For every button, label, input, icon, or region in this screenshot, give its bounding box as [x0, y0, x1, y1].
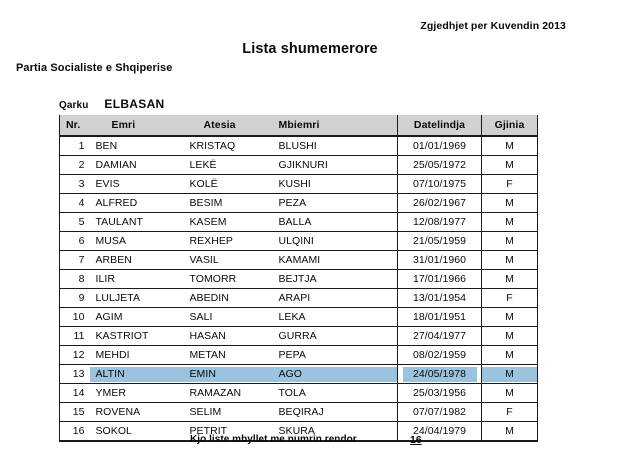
cell-nr [60, 270, 90, 289]
cell-nr-text: 7 [78, 254, 85, 266]
cell-atesia [186, 289, 275, 308]
cell-nr-text: 11 [73, 330, 85, 342]
cell-mbiemri [275, 213, 398, 232]
cell-emri-text: YMER [95, 387, 127, 399]
cell-gjinia-text: M [505, 330, 514, 342]
cell-emri [90, 175, 186, 194]
cell-datelindja [398, 213, 482, 232]
cell-atesia [186, 156, 275, 175]
cell-mbiemri [275, 308, 398, 327]
cell-datelindja [398, 346, 482, 365]
table-body [60, 136, 538, 441]
table-row[interactable] [60, 289, 538, 308]
table-row[interactable] [60, 365, 538, 384]
cell-nr [60, 384, 90, 403]
table-row[interactable] [60, 194, 538, 213]
cell-atesia [186, 175, 275, 194]
cell-datelindja-text: 12/08/1977 [412, 216, 467, 228]
cell-emri-text: EVIS [95, 178, 120, 190]
region-label: Qarku [59, 100, 89, 111]
cell-atesia-text: SELIM [189, 406, 222, 418]
cell-atesia [186, 194, 275, 213]
cell-mbiemri [275, 251, 398, 270]
cell-gjinia-text: M [505, 140, 514, 152]
cell-gjinia-text: M [505, 254, 514, 266]
cell-gjinia-text: M [505, 197, 514, 209]
cell-mbiemri-text: TOLA [278, 387, 306, 399]
cell-gjinia [482, 403, 538, 422]
cell-mbiemri-text: LEKA [278, 311, 306, 323]
cell-emri-text: DAMIAN [95, 159, 137, 171]
table-header-row [60, 115, 538, 136]
cell-datelindja [398, 232, 482, 251]
column-header-gjinia: Gjinia [482, 115, 538, 136]
cell-gjinia [482, 213, 538, 232]
cell-atesia-text: TOMORR [189, 273, 237, 285]
cell-datelindja-text: 25/05/1972 [412, 159, 467, 171]
cell-datelindja-text: 27/04/1977 [412, 330, 467, 342]
cell-nr [60, 308, 90, 327]
cell-datelindja [398, 289, 482, 308]
column-header-emri: Emri [90, 115, 186, 136]
cell-atesia-text: ABEDIN [189, 292, 229, 304]
cell-nr-text: 10 [72, 311, 85, 323]
cell-mbiemri-text: BLUSHI [278, 140, 317, 152]
cell-emri-text: LULJETA [95, 292, 141, 304]
table-header [60, 115, 538, 136]
cell-gjinia [482, 136, 538, 156]
table-row[interactable] [60, 232, 538, 251]
cell-nr [60, 365, 90, 384]
footer-closing-text: Kjo liste mbyllet me numrin rendor [190, 434, 357, 445]
cell-datelindja [398, 384, 482, 403]
table-row[interactable] [60, 213, 538, 232]
cell-emri-text: ALFRED [95, 197, 138, 209]
cell-gjinia [482, 289, 538, 308]
region-value: ELBASAN [104, 97, 165, 111]
cell-gjinia-text: M [505, 387, 514, 399]
cell-emri [90, 403, 186, 422]
cell-atesia [186, 136, 275, 156]
cell-gjinia-text: M [505, 425, 514, 437]
cell-emri [90, 327, 186, 346]
cell-atesia [186, 346, 275, 365]
cell-mbiemri [275, 194, 398, 213]
column-header-mbiemri: Mbiemri [275, 115, 398, 136]
cell-emri-text: ARBEN [95, 254, 132, 266]
election-header-label: Zgjedhjet per Kuvendin 2013 [420, 20, 566, 32]
cell-gjinia [482, 156, 538, 175]
cell-emri-text: SOKOL [95, 425, 132, 437]
cell-datelindja [398, 308, 482, 327]
cell-emri-text: BEN [95, 140, 118, 152]
cell-atesia-text: HASAN [189, 330, 226, 342]
cell-nr [60, 403, 90, 422]
table-row[interactable] [60, 136, 538, 156]
cell-gjinia-text: F [506, 178, 513, 190]
cell-datelindja-text: 31/01/1960 [412, 254, 467, 266]
cell-nr-text: 16 [72, 425, 85, 437]
cell-datelindja [398, 156, 482, 175]
region-line [59, 97, 165, 111]
cell-nr-text: 3 [78, 178, 85, 190]
cell-emri-text: ILIR [95, 273, 115, 285]
cell-nr [60, 289, 90, 308]
cell-atesia [186, 270, 275, 289]
cell-datelindja-text: 24/04/1979 [412, 425, 467, 437]
cell-atesia-text: EMIN [186, 367, 275, 382]
cell-nr [60, 346, 90, 365]
cell-emri-text: KASTRIOT [95, 330, 149, 342]
cell-atesia-text: METAN [189, 349, 226, 361]
cell-mbiemri [275, 327, 398, 346]
cell-nr-text: 13 [72, 368, 85, 380]
cell-atesia [186, 213, 275, 232]
cell-emri-text: MUSA [95, 235, 127, 247]
cell-nr-text: 1 [78, 140, 85, 152]
cell-datelindja [398, 270, 482, 289]
cell-atesia-text: LEKË [189, 159, 217, 171]
cell-mbiemri [275, 346, 398, 365]
cell-mbiemri-text: KUSHI [278, 178, 311, 190]
cell-nr-text: 9 [78, 292, 85, 304]
cell-emri-text: ALTIN [90, 367, 186, 382]
cell-emri [90, 384, 186, 403]
cell-atesia [186, 308, 275, 327]
cell-emri [90, 346, 186, 365]
cell-emri [90, 213, 186, 232]
cell-emri [90, 194, 186, 213]
cell-nr-text: 12 [72, 349, 85, 361]
cell-nr [60, 251, 90, 270]
cell-gjinia-text: M [505, 349, 514, 361]
cell-nr [60, 422, 90, 442]
cell-gjinia [482, 365, 538, 384]
cell-gjinia [482, 327, 538, 346]
cell-emri-text: AGIM [95, 311, 123, 323]
cell-mbiemri-text: BEQIRAJ [278, 406, 324, 418]
cell-datelindja-text: 24/05/1978 [403, 367, 477, 382]
cell-nr-text: 2 [78, 159, 85, 171]
table-row[interactable] [60, 327, 538, 346]
cell-datelindja [398, 403, 482, 422]
cell-datelindja [398, 175, 482, 194]
cell-atesia [186, 232, 275, 251]
cell-gjinia [482, 346, 538, 365]
cell-nr-text: 14 [72, 387, 85, 399]
cell-gjinia-text: M [505, 159, 514, 171]
table-row[interactable] [60, 403, 538, 422]
cell-gjinia [482, 175, 538, 194]
cell-atesia-text: KRISTAQ [189, 140, 236, 152]
cell-mbiemri-text: AGO [275, 367, 398, 382]
table-row[interactable] [60, 384, 538, 403]
cell-datelindja-text: 07/10/1975 [412, 178, 467, 190]
cell-mbiemri [275, 289, 398, 308]
cell-gjinia [482, 251, 538, 270]
cell-gjinia [482, 270, 538, 289]
cell-nr-text: 6 [78, 235, 85, 247]
cell-mbiemri [275, 270, 398, 289]
candidate-list-table [59, 115, 538, 442]
cell-atesia-text: RAMAZAN [189, 387, 242, 399]
cell-emri-text: MEHDI [95, 349, 130, 361]
cell-gjinia-text: M [482, 367, 537, 382]
cell-atesia [186, 403, 275, 422]
cell-mbiemri [275, 156, 398, 175]
cell-emri [90, 136, 186, 156]
cell-atesia-text: VASIL [189, 254, 219, 266]
cell-nr-text: 5 [78, 216, 85, 228]
cell-gjinia-text: F [506, 292, 513, 304]
cell-nr-text: 4 [78, 197, 85, 209]
cell-datelindja-text: 26/02/1967 [412, 197, 467, 209]
cell-mbiemri [275, 175, 398, 194]
cell-datelindja-text: 25/03/1956 [412, 387, 467, 399]
cell-atesia-text: PETRIT [189, 425, 228, 437]
cell-nr [60, 232, 90, 251]
cell-nr-text: 8 [78, 273, 85, 285]
cell-nr [60, 136, 90, 156]
cell-datelindja-text: 21/05/1959 [412, 235, 467, 247]
cell-gjinia-text: F [506, 406, 513, 418]
cell-datelindja [398, 365, 482, 384]
cell-emri [90, 365, 186, 384]
cell-datelindja-text: 07/07/1982 [412, 406, 467, 418]
table-row[interactable] [60, 346, 538, 365]
cell-mbiemri-text: BALLA [278, 216, 312, 228]
party-name-label: Partia Socialiste e Shqiperise [16, 62, 173, 74]
cell-mbiemri [275, 384, 398, 403]
cell-emri-text: ROVENA [95, 406, 141, 418]
cell-nr-text: 15 [72, 406, 85, 418]
cell-mbiemri-text: SKURA [278, 425, 315, 437]
cell-emri-text: TAULANT [95, 216, 143, 228]
cell-mbiemri-text: PEZA [278, 197, 307, 209]
table-row[interactable] [60, 270, 538, 289]
cell-nr [60, 327, 90, 346]
cell-gjinia [482, 232, 538, 251]
cell-mbiemri-text: GJIKNURI [278, 159, 328, 171]
cell-mbiemri-text: ARAPI [278, 292, 311, 304]
cell-gjinia [482, 384, 538, 403]
cell-nr [60, 213, 90, 232]
column-header-datelindja: Datelindja [398, 115, 482, 136]
cell-mbiemri-text: ULQINI [278, 235, 314, 247]
cell-emri [90, 270, 186, 289]
cell-gjinia [482, 422, 538, 442]
cell-mbiemri-text: BEJTJA [278, 273, 317, 285]
cell-mbiemri-text: PEPA [278, 349, 306, 361]
cell-atesia-text: KOLË [189, 178, 218, 190]
cell-emri [90, 156, 186, 175]
cell-mbiemri [275, 232, 398, 251]
cell-emri [90, 289, 186, 308]
cell-datelindja-text: 13/01/1954 [412, 292, 467, 304]
cell-nr [60, 156, 90, 175]
cell-mbiemri-text: GURRA [278, 330, 317, 342]
footer-closing-number: 16 [410, 434, 422, 446]
cell-datelindja [398, 251, 482, 270]
cell-atesia-text: SALI [189, 311, 213, 323]
cell-gjinia [482, 194, 538, 213]
cell-datelindja-text: 01/01/1969 [412, 140, 467, 152]
column-header-atesia: Atesia [186, 115, 275, 136]
cell-atesia [186, 251, 275, 270]
cell-atesia [186, 365, 275, 384]
cell-mbiemri-text: KAMAMI [278, 254, 321, 266]
table-row[interactable] [60, 308, 538, 327]
cell-mbiemri [275, 365, 398, 384]
cell-mbiemri [275, 403, 398, 422]
table-row[interactable] [60, 156, 538, 175]
cell-datelindja [398, 327, 482, 346]
cell-gjinia-text: M [505, 216, 514, 228]
cell-atesia [186, 327, 275, 346]
cell-datelindja [398, 194, 482, 213]
cell-emri [90, 232, 186, 251]
cell-emri [90, 251, 186, 270]
cell-gjinia-text: M [505, 273, 514, 285]
cell-mbiemri [275, 136, 398, 156]
cell-datelindja-text: 17/01/1966 [412, 273, 467, 285]
cell-datelindja [398, 136, 482, 156]
column-header-nr: Nr. [60, 115, 90, 136]
cell-atesia [186, 384, 275, 403]
page-title: Lista shumemerore [242, 41, 378, 57]
cell-emri [90, 422, 186, 442]
cell-atesia-text: BESIM [189, 197, 223, 209]
cell-gjinia [482, 308, 538, 327]
cell-datelindja-text: 08/02/1959 [412, 349, 467, 361]
table-row[interactable] [60, 175, 538, 194]
cell-emri [90, 308, 186, 327]
cell-gjinia-text: M [505, 311, 514, 323]
cell-gjinia-text: M [505, 235, 514, 247]
cell-nr [60, 175, 90, 194]
cell-atesia-text: REXHEP [189, 235, 233, 247]
table-row[interactable] [60, 251, 538, 270]
cell-nr [60, 194, 90, 213]
cell-atesia-text: KASEM [189, 216, 227, 228]
cell-datelindja-text: 18/01/1951 [412, 311, 467, 323]
